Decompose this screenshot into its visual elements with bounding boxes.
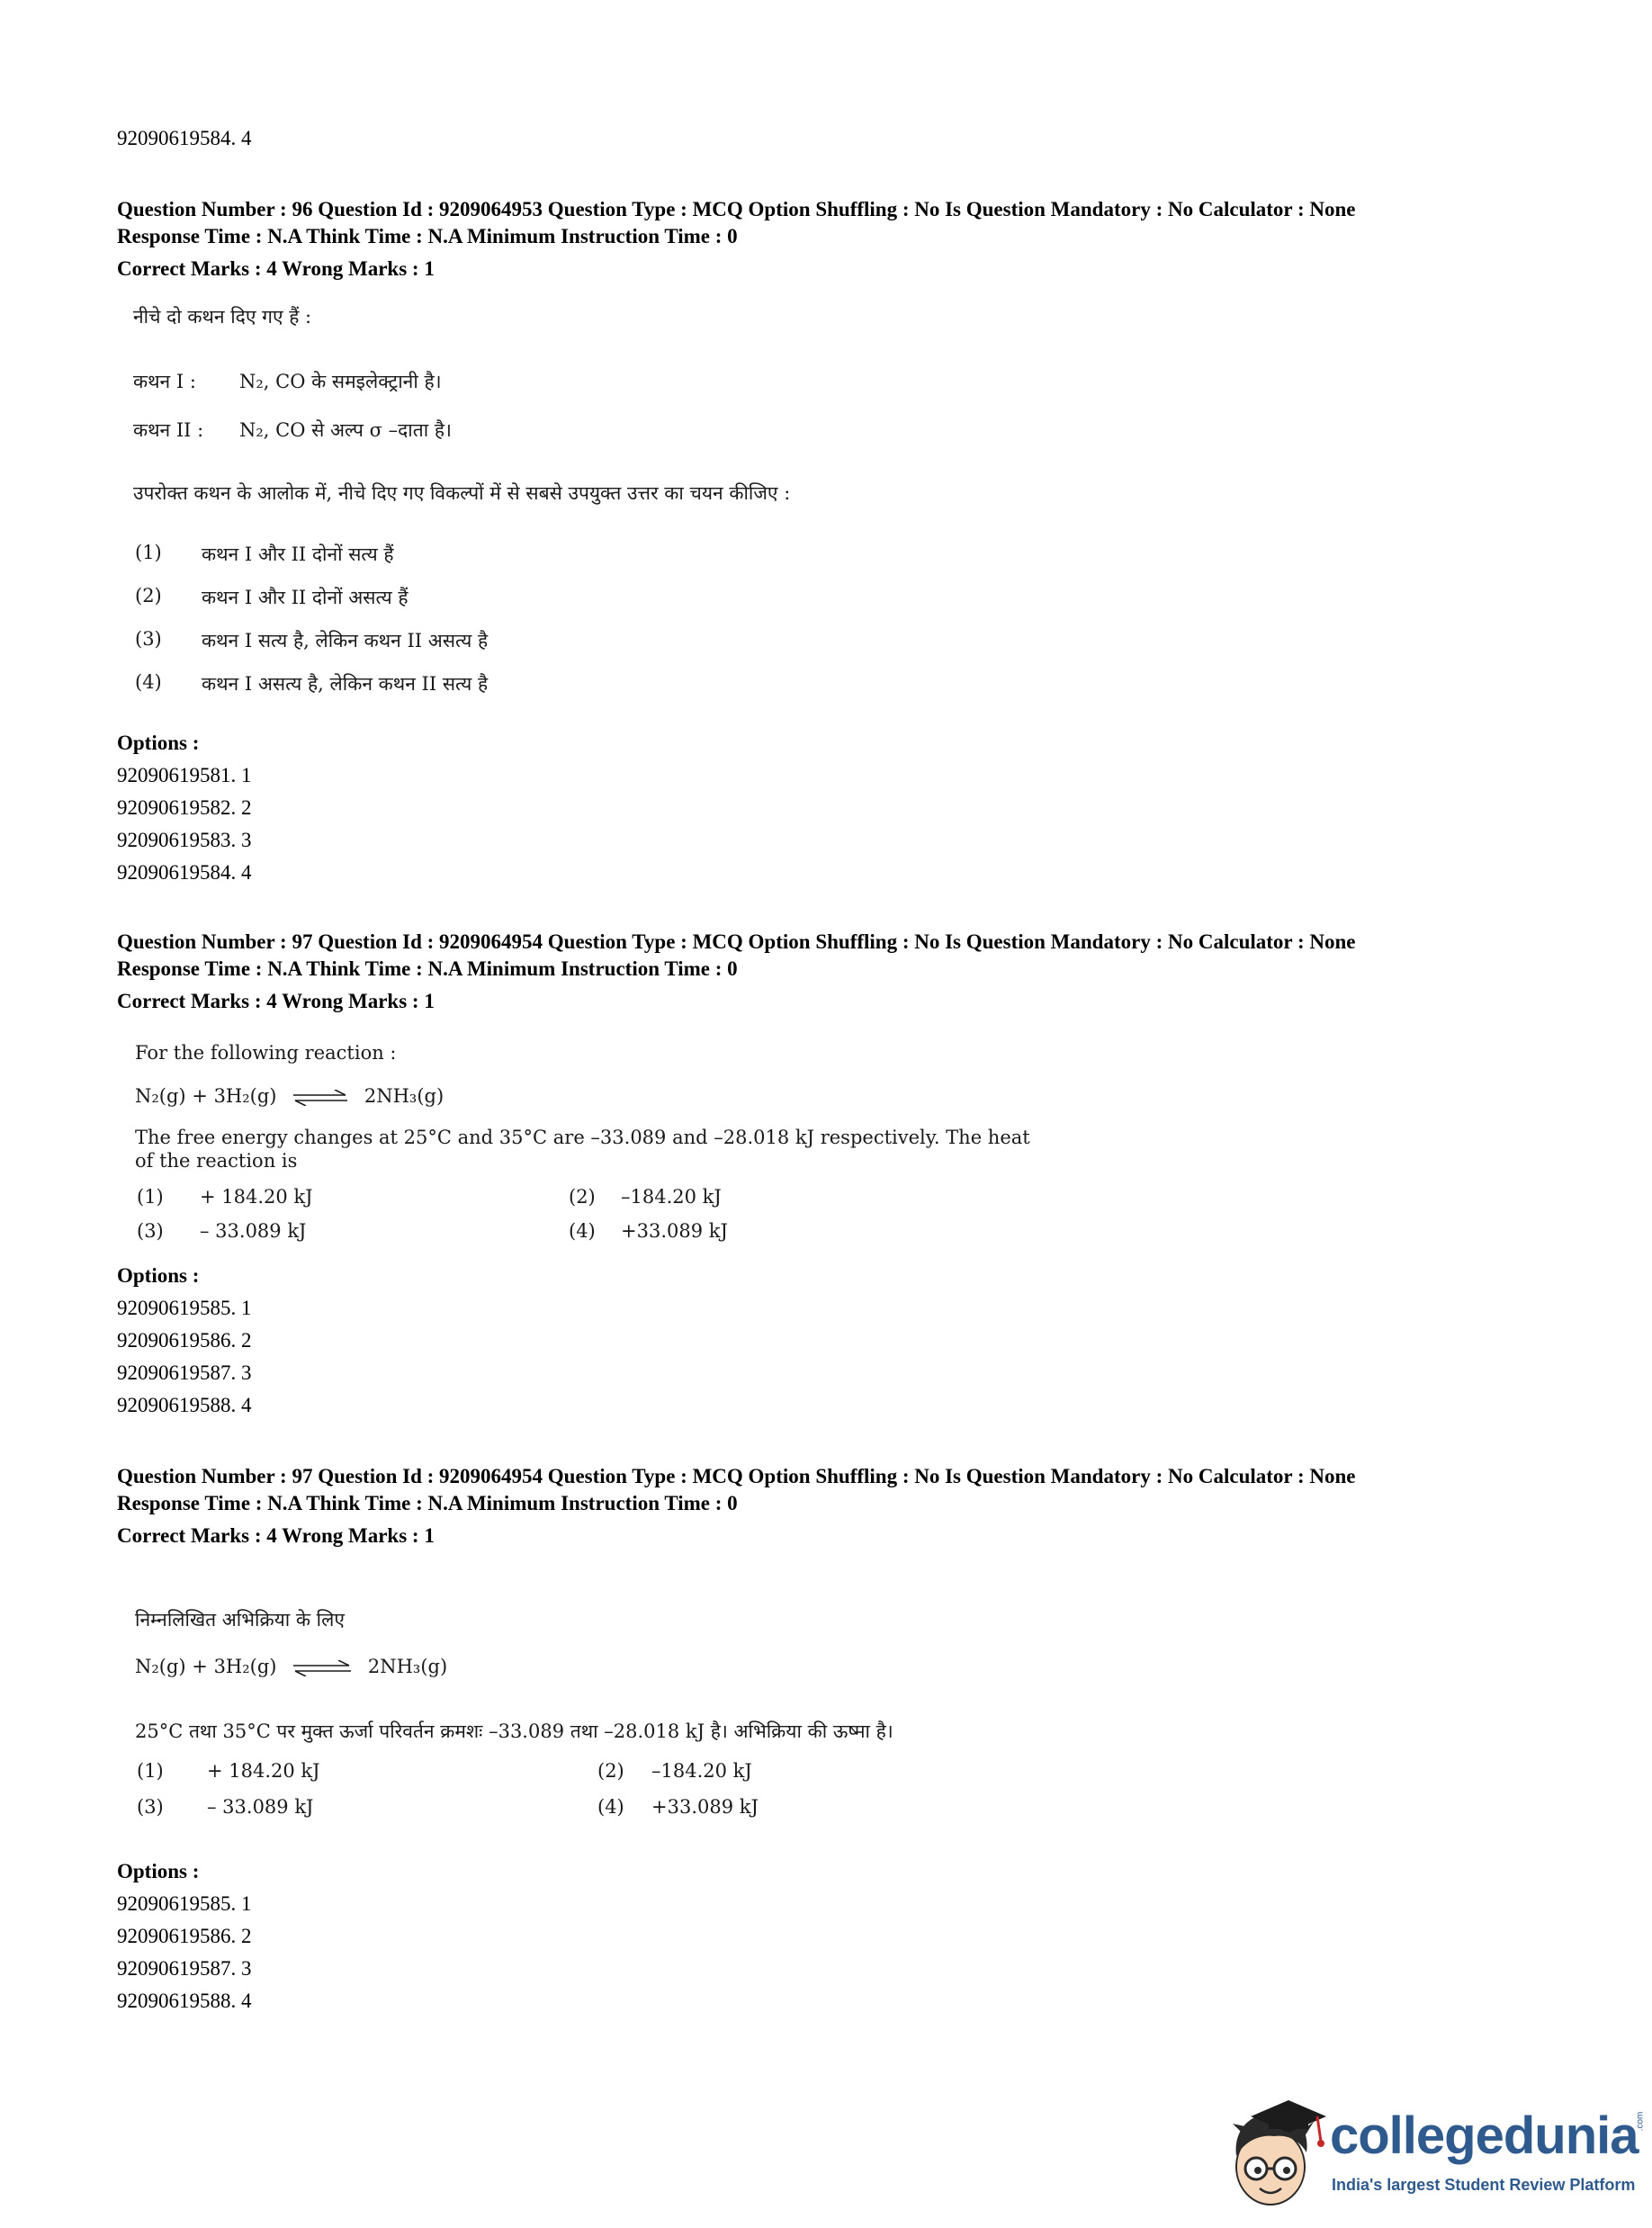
choice-text: +33.089 kJ	[621, 1220, 728, 1242]
equilibrium-arrow-icon	[292, 1090, 349, 1106]
equation-reactants: N₂(g) + 3H₂(g)	[135, 1085, 277, 1107]
choice-text: + 184.20 kJ	[207, 1760, 320, 1782]
option-line: 92090619588. 4	[117, 1990, 252, 2012]
options-heading: Options :	[117, 1264, 200, 1287]
logo-domain-suffix: .com	[1635, 2111, 1646, 2132]
logo-tagline: India's largest Student Review Platform	[1332, 2176, 1636, 2194]
option-line: 92090619584. 4	[117, 861, 252, 884]
option-line: 92090619585. 1	[117, 1892, 252, 1915]
choice-number: (2)	[569, 1186, 596, 1208]
option-line: 92090619588. 4	[117, 1394, 252, 1416]
reaction-equation	[135, 1085, 444, 1107]
choice-text: +33.089 kJ	[651, 1796, 759, 1818]
question-96-options	[117, 727, 252, 889]
question-97-hi-header	[117, 1463, 1355, 1550]
choice-number: (1)	[135, 542, 162, 563]
question-meta-line: Question Number : 96 Question Id : 9209064953 Question Type : MCQ Option Shuffling : No Is Question Mandatory : No Calculator : None	[117, 198, 1356, 220]
choice-number: (4)	[135, 671, 162, 693]
equilibrium-arrow-icon	[292, 1660, 353, 1676]
option-line: 92090619585. 1	[117, 1297, 252, 1319]
choice-text: कथन I सत्य है, लेकिन कथन II असत्य है	[202, 630, 489, 651]
statement-2-label: कथन II :	[133, 419, 204, 441]
question-marks-line: Correct Marks : 4 Wrong Marks : 1	[117, 1524, 435, 1547]
choice-text: + 184.20 kJ	[200, 1186, 313, 1208]
option-line: 92090619584. 4	[117, 127, 252, 149]
choice-number: (3)	[137, 1796, 164, 1818]
choice-number: (4)	[597, 1796, 624, 1818]
choice-number: (3)	[135, 628, 162, 650]
options-heading: Options :	[117, 1860, 200, 1882]
equation-reactants: N₂(g) + 3H₂(g)	[135, 1656, 277, 1677]
choice-text: –184.20 kJ	[651, 1760, 752, 1782]
choice-text: कथन I असत्य है, लेकिन कथन II सत्य है	[202, 673, 489, 695]
choice-text: –184.20 kJ	[621, 1186, 722, 1208]
logo-wordmark: collegedunia	[1330, 2107, 1639, 2165]
option-line: 92090619581. 1	[117, 764, 252, 786]
option-line: 92090619587. 3	[117, 1957, 252, 1980]
question-intro: निम्नलिखित अभिक्रिया के लिए	[135, 1609, 345, 1631]
question-97-hi-options	[117, 1855, 252, 2017]
choice-number: (2)	[597, 1760, 624, 1782]
question-96-image	[133, 297, 943, 711]
reaction-equation	[135, 1656, 447, 1677]
question-meta-line: Question Number : 97 Question Id : 9209064954 Question Type : MCQ Option Shuffling : No Is Question Mandatory : No Calculator : None	[117, 930, 1356, 953]
question-meta-line: Question Number : 97 Question Id : 9209064954 Question Type : MCQ Option Shuffling : No Is Question Mandatory : No Calculator : None	[117, 1465, 1356, 1487]
choice-number: (2)	[135, 585, 162, 606]
question-97-en-options	[117, 1260, 252, 1422]
choice-number: (1)	[137, 1760, 164, 1782]
question-97-hi-image	[135, 1607, 1035, 1832]
option-line: 92090619586. 2	[117, 1925, 252, 1947]
question-97-en-image	[135, 1042, 1035, 1249]
choice-text: कथन I और II दोनों सत्य हैं	[202, 544, 394, 565]
choice-text: कथन I और II दोनों असत्य हैं	[202, 587, 409, 608]
question-marks-line: Correct Marks : 4 Wrong Marks : 1	[117, 990, 435, 1012]
choice-text: – 33.089 kJ	[207, 1796, 314, 1818]
collegedunia-logo	[1224, 2097, 1646, 2214]
option-line: 92090619586. 2	[117, 1329, 252, 1352]
question-intro: For the following reaction :	[135, 1042, 397, 1064]
equation-products: 2NH₃(g)	[364, 1085, 444, 1107]
question-marks-line: Correct Marks : 4 Wrong Marks : 1	[117, 257, 435, 280]
student-mascot-icon	[1224, 2097, 1332, 2214]
options-heading: Options :	[117, 732, 200, 754]
question-prompt: उपरोक्त कथन के आलोक में, नीचे दिए गए विकल्पों में से सबसे उपयुक्त उत्तर का चयन कीजिए :	[133, 482, 791, 504]
equation-products: 2NH₃(g)	[367, 1656, 448, 1677]
statement-2-text: N₂, CO से अल्प σ –दाता है।	[239, 419, 452, 441]
question-stem-line: of the reaction is	[135, 1150, 298, 1172]
question-96-header	[117, 196, 1355, 283]
question-stem-line: The free energy changes at 25°C and 35°C are –33.089 and –28.018 kJ respectively. The heat	[135, 1127, 1030, 1148]
choice-number: (1)	[137, 1186, 164, 1208]
option-line: 92090619587. 3	[117, 1361, 252, 1384]
choice-text: – 33.089 kJ	[200, 1220, 307, 1242]
question-intro: नीचे दो कथन दिए गए हैं :	[133, 306, 312, 328]
option-line: 92090619582. 2	[117, 796, 252, 819]
statement-1-label: कथन I :	[133, 371, 196, 392]
question-timing-line: Response Time : N.A Think Time : N.A Minimum Instruction Time : 0	[117, 1492, 738, 1514]
choice-number: (4)	[569, 1220, 596, 1242]
question-97-en-header	[117, 929, 1355, 1015]
question-timing-line: Response Time : N.A Think Time : N.A Minimum Instruction Time : 0	[117, 225, 738, 247]
option-line: 92090619583. 3	[117, 829, 252, 851]
choice-number: (3)	[137, 1220, 164, 1242]
question-timing-line: Response Time : N.A Think Time : N.A Minimum Instruction Time : 0	[117, 957, 738, 980]
question-stem-line: 25°C तथा 35°C पर मुक्त ऊर्जा परिवर्तन क्रमशः –33.089 तथा –28.018 kJ है। अभिक्रिया की ऊष्मा है।	[135, 1720, 893, 1742]
statement-1-text: N₂, CO के समइलेक्ट्रानी है।	[239, 371, 442, 392]
